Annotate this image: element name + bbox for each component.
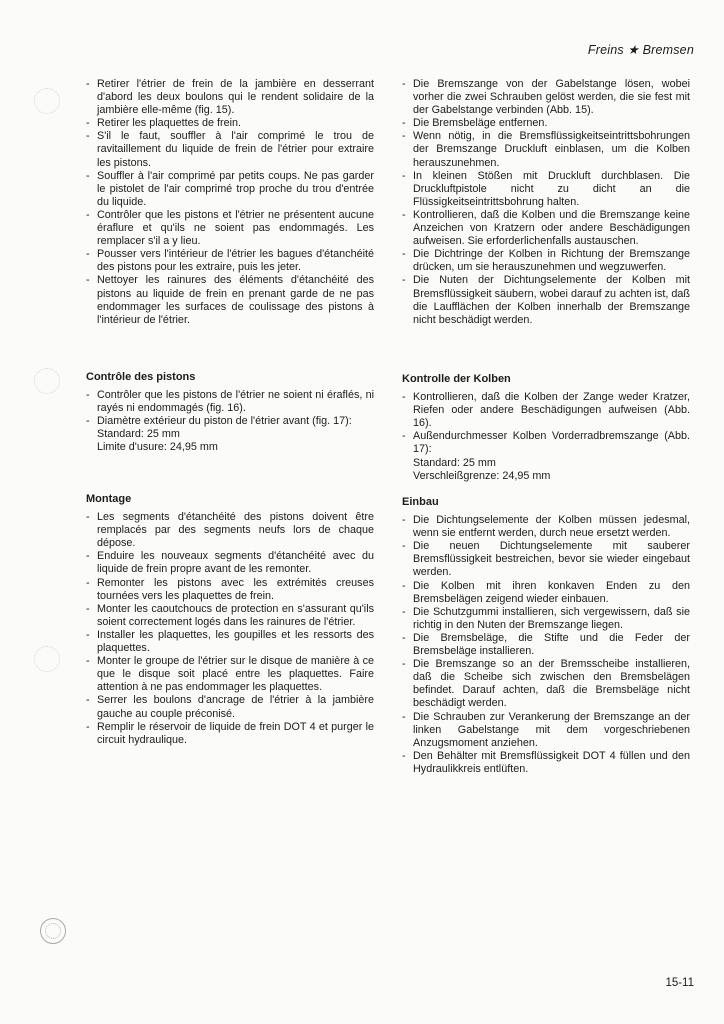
list-item: - Contrôler que les pistons et l'étrier ne présentent aucune éraflure et qu'ils ne soient pas endommagés. Les remplacer s'il a y lieu. <box>86 209 374 248</box>
fr-montage-list <box>86 511 374 747</box>
fr-controle-list <box>86 389 374 454</box>
list-item: - Remonter les pistons avec les extrémités creuses tournées vers les plaquettes de frein. <box>86 577 374 603</box>
list-item: - Retirer l'étrier de frein de la jambière en desserrant d'abord les deux boulons qui le rendent solidaire de la jambière elle-même (fig. 15). <box>86 78 374 117</box>
list-item: - Die neuen Dichtungselemente mit sauberer Bremsflüssigkeit bestreichen, bevor sie wieder eingebaut werden. <box>402 540 690 579</box>
punch-hole-mark <box>34 88 60 114</box>
list-item: - Die Kolben mit ihren konkaven Enden zu den Bremsbelägen zeigend wieder einbauen. <box>402 580 690 606</box>
list-item: - Enduire les nouveaux segments d'étanchéité avec du liquide de frein propre avant de les remonter. <box>86 550 374 576</box>
page-number: 15-11 <box>665 977 694 989</box>
fr-intro-list <box>86 78 374 327</box>
list-item: - Kontrollieren, daß die Kolben und die Bremszange keine Anzeichen von Kratzern oder andere Beschädigungen aufweisen. Sie erforderlichenfalls austauschen. <box>402 209 690 248</box>
spec-limit: Verschleißgrenze: 24,95 mm <box>413 469 551 482</box>
list-item: - Die Bremsbeläge entfernen. <box>402 117 690 130</box>
list-item: - Souffler à l'air comprimé par petits coups. Ne pas garder le pistolet de l'air comprimé trop proche du trou d'entrée du liquide. <box>86 170 374 209</box>
list-item: - Remplir le réservoir de liquide de frein DOT 4 et purger le circuit hydraulique. <box>86 721 374 747</box>
list-item: - Die Schrauben zur Verankerung der Bremszange an der linken Gabelstange mit dem vorgeschriebenen Anzugsmoment anziehen. <box>402 711 690 750</box>
de-intro-list <box>402 78 690 327</box>
list-item: - Die Bremszange von der Gabelstange lösen, wobei vorher die zwei Schrauben gelöst werden, die sie fest mit der Gabelstange verbinden (Abb. 15). <box>402 78 690 117</box>
list-item-text: Diamètre extérieur du piston de l'étrier avant (fig. 17): <box>97 415 352 428</box>
list-item: - Die Bremszange so an der Bremsscheibe installieren, daß die Scheibe sich zwischen den Bremsbelägen befindet. Darauf achten, daß die Bremsbeläge nicht beschädigt werden. <box>402 658 690 710</box>
list-item: - S'il le faut, souffler à l'air comprimé le trou de ravitaillement du liquide de frein de l'étrier pour extraire les pistons. <box>86 130 374 169</box>
list-item: - Den Behälter mit Bremsflüssigkeit DOT 4 füllen und den Hydraulikkreis entlüften. <box>402 750 690 776</box>
stamp-icon <box>40 918 66 944</box>
list-item-text: Außendurchmesser Kolben Vorderradbremszange (Abb. 17): <box>413 430 690 456</box>
de-einbau-list <box>402 514 690 776</box>
spec-limit: Limite d'usure: 24,95 mm <box>97 441 218 454</box>
spec-standard: Standard: 25 mm <box>97 428 180 441</box>
list-item: - Die Bremsbeläge, die Stifte und die Feder der Bremsbeläge installieren. <box>402 632 690 658</box>
list-item: - Die Dichtringe der Kolben in Richtung der Bremszange drücken, um sie herauszunehmen und wegzuwerfen. <box>402 248 690 274</box>
list-item: - Die Schutzgummi installieren, sich vergewissern, daß sie richtig in den Nuten der Bremszange liegen. <box>402 606 690 632</box>
list-item: - Les segments d'étanchéité des pistons doivent être remplacés par des segments neufs lors de chaque dépose. <box>86 511 374 550</box>
de-kontrolle-section <box>402 373 690 483</box>
de-einbau-section <box>402 496 690 776</box>
page-header: Freins ★ Bremsen <box>587 43 694 57</box>
list-item: - Contrôler que les pistons de l'étrier ne soient ni éraflés, ni rayés ni endommagés (fig. 16). <box>86 389 374 415</box>
list-item: - Kontrollieren, daß die Kolben der Zange weder Kratzer, Riefen oder andere Beschädigungen aufweisen (Abb. 16). <box>402 391 690 430</box>
punch-hole-mark <box>34 368 60 394</box>
spec-standard: Standard: 25 mm <box>413 456 496 469</box>
list-item <box>402 430 690 482</box>
list-item: - Die Nuten der Dichtungselemente der Kolben mit Bremsflüssigkeit säubern, wobei darauf zu achten ist, daß die Laufflächen der Kolben innerhalb der Bremszange nicht beschädigt werden. <box>402 274 690 326</box>
list-item <box>86 415 374 454</box>
list-item: - In kleinen Stößen mit Druckluft durchblasen. Die Druckluftpistole nicht zu dicht an die Flüssigkeitseintrittsbohrung halten. <box>402 170 690 209</box>
section-heading: Einbau <box>402 496 439 508</box>
list-item: - Monter le groupe de l'étrier sur le disque de manière à ce que le disque soit placé entre les plaquettes. Faire attention à ne pas endommager les plaquettes. <box>86 655 374 694</box>
list-item: - Retirer les plaquettes de frein. <box>86 117 374 130</box>
list-item: - Nettoyer les rainures des éléments d'étanchéité des pistons au liquide de frein en prenant garde de ne pas endommager les surfaces de coulissage des pistons à l'intérieur de l'étrier. <box>86 274 374 326</box>
list-item: - Wenn nötig, in die Bremsflüssigkeitseintrittsbohrungen der Bremszange Druckluft einblasen, um die Kolben herauszunehmen. <box>402 130 690 169</box>
punch-hole-mark <box>34 646 60 672</box>
list-item: - Die Dichtungselemente der Kolben müssen jedesmal, wenn sie entfernt werden, durch neue ersetzt werden. <box>402 514 690 540</box>
section-heading: Montage <box>86 493 132 505</box>
list-item: - Installer les plaquettes, les goupilles et les ressorts des plaquettes. <box>86 629 374 655</box>
fr-intro-section <box>86 78 374 327</box>
list-item: - Pousser vers l'intérieur de l'étrier les bagues d'étanchéité des pistons pour les extraire, puis les jeter. <box>86 248 374 274</box>
section-heading: Contrôle des pistons <box>86 371 196 383</box>
de-intro-section <box>402 78 690 327</box>
list-item: - Monter les caoutchoucs de protection en s'assurant qu'ils soient correctement logés dans les rainures de l'étrier. <box>86 603 374 629</box>
fr-controle-section <box>86 371 374 455</box>
list-item: - Serrer les boulons d'ancrage de l'étrier à la jambière gauche au couple préconisé. <box>86 694 374 720</box>
section-heading: Kontrolle der Kolben <box>402 373 511 385</box>
fr-montage-section <box>86 493 374 747</box>
de-kontrolle-list <box>402 391 690 483</box>
